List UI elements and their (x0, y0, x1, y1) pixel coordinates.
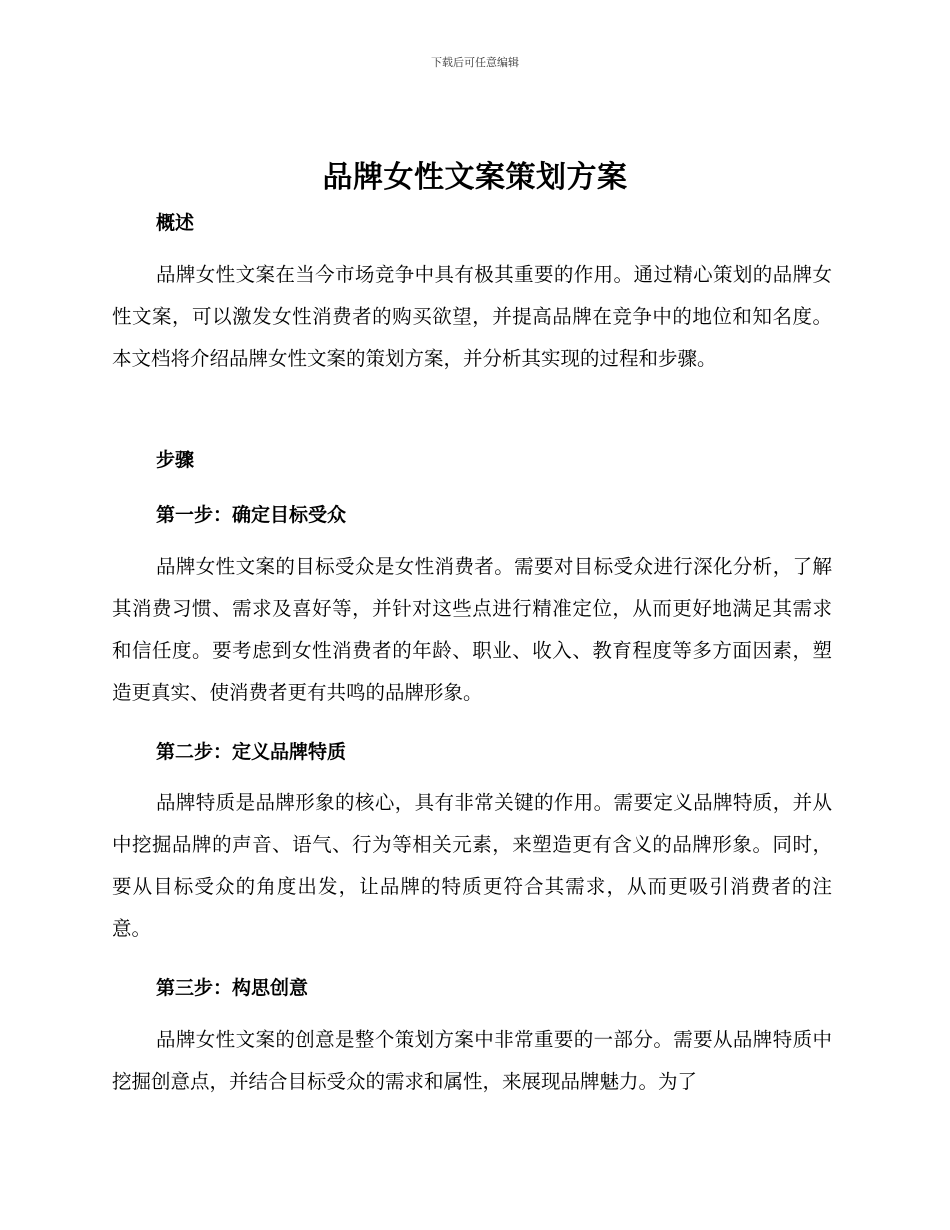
header-note: 下载后可任意编辑 (431, 56, 519, 69)
step3-paragraph: 品牌女性文案的创意是整个策划方案中非常重要的一部分。需要从品牌特质中挖掘创意点，并结合目标受众的需求和属性，来展现品牌魅力。为了 (112, 1028, 832, 1093)
document-title: 品牌女性文案策划方案 (322, 160, 628, 195)
overview-paragraph: 品牌女性文案在当今市场竞争中具有极其重要的作用。通过精心策划的品牌女性文案，可以激发女性消费者的购买欲望，并提高品牌在竞争中的地位和知名度。本文档将介绍品牌女性文案的策划方案，并分析其实现的过程和步骤。 (112, 263, 832, 370)
step1-heading: 第一步：确定目标受众 (156, 504, 347, 526)
step1-paragraph: 品牌女性文案的目标受众是女性消费者。需要对目标受众进行深化分析，了解其消费习惯、需求及喜好等，并针对这些点进行精准定位，从而更好地满足其需求和信任度。要考虑到女性消费者的年龄、职业、收入、教育程度等多方面因素，塑造更真实、使消费者更有共鸣的品牌形象。 (112, 555, 832, 704)
step2-heading: 第二步：定义品牌特质 (156, 741, 347, 763)
step2-paragraph: 品牌特质是品牌形象的核心，具有非常关键的作用。需要定义品牌特质，并从中挖掘品牌的声音、语气、行为等相关元素，来塑造更有含义的品牌形象。同时，要从目标受众的角度出发，让品牌的特质更符合其需求，从而更吸引消费者的注意。 (112, 791, 832, 940)
steps-heading: 步骤 (156, 449, 195, 471)
step3-heading: 第三步：构思创意 (156, 977, 309, 999)
overview-heading: 概述 (156, 212, 195, 234)
